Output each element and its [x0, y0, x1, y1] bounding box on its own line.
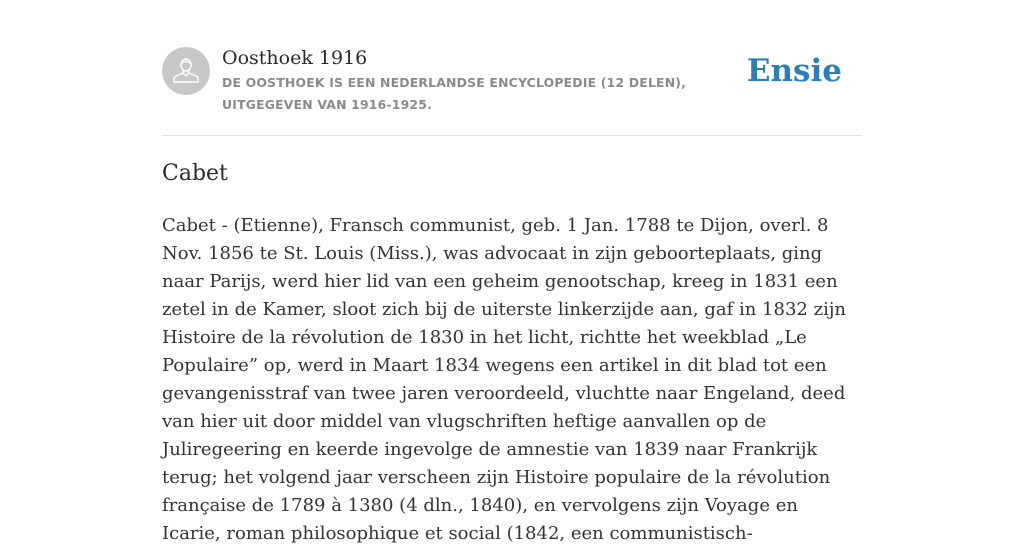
- user-outline-icon: [162, 47, 210, 95]
- source-avatar[interactable]: [162, 47, 210, 95]
- source-header: [162, 46, 862, 116]
- ensie-logo[interactable]: Ensie: [746, 53, 842, 89]
- source-title[interactable]: Oosthoek 1916: [222, 47, 368, 69]
- header-divider: [162, 135, 862, 136]
- article-title: Cabet: [162, 161, 228, 186]
- article-body: Cabet - (Etienne), Fransch communist, geb. 1 Jan. 1788 te Dijon, overl. 8 Nov. 1856 te St. Louis (Miss.), was advocaat in zijn geboorteplaats, ging naar Parijs, werd hier lid van een geheim genootschap, kreeg in 1831 een zetel in de Kamer, sloot zich bij de uiterste linkerzijde aan, gaf in 1832 zijn Histoire de la révolution de 1830 in het licht, richtte het weekblad „Le Populaire” op, werd in Maart 1834 wegens een artikel in dit blad tot een gevangenisstraf van twee jaren veroordeeld, vluchtte naar Engeland, deed van hier uit door middel van vlugschriften heftige aanvallen op de Juliregeering en keerde ingevolge de amnestie van 1839 naar Frankrijk terug; het volgend jaar verscheen zijn Histoire populaire de la révolution française de 1789 à 1380 (4 dln., 1840), en vervolgens zijn Voyage en Icarie, roman philosophique et social (1842, een communistisch-: [162, 215, 846, 544]
- source-description: DE OOSTHOEK IS EEN NEDERLANDSE ENCYCLOPEDIE (12 DELEN), UITGEGEVEN VAN 1916-1925.: [222, 75, 687, 112]
